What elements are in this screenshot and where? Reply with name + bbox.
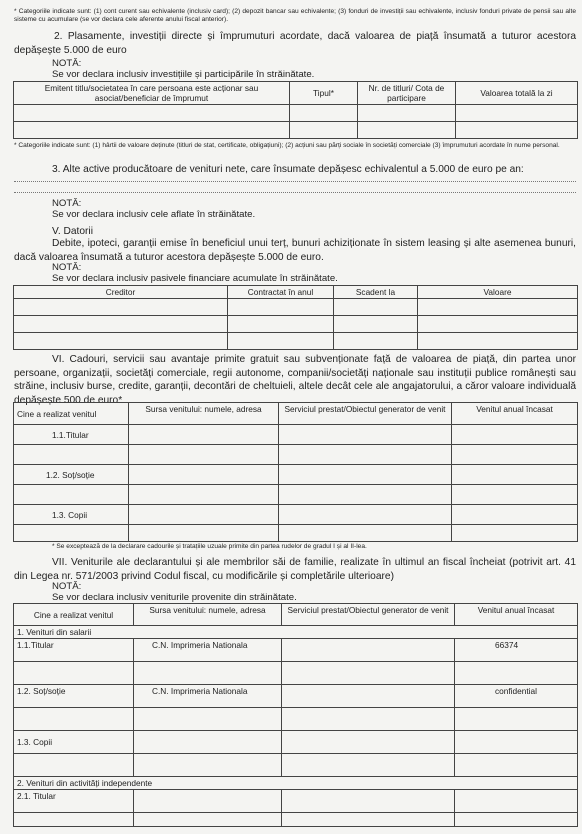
row-label: 1.2. Soț/soție (14, 465, 129, 485)
dotted-line (14, 181, 576, 182)
section-6-text: VI. Cadouri, servicii sau avantaje primite gratuit sau subvenționate față de valoarea de piață, din partea unor persoane, organizații, societăți comerciale, regii autonome, companii/societăți naționale sau instituții publice românești sau străine, inclusiv burse, credite, garanții, decontări de cheltuieli, altele decât cele ale angajatorului, a căror valoare individuală depășește 500 de euro* (14, 354, 576, 406)
table-row (14, 754, 578, 777)
table-row (14, 485, 578, 505)
debts-table (13, 285, 578, 350)
gifts-table (13, 402, 578, 542)
note-label: NOTĂ: (52, 198, 82, 209)
header-amount: Valoare (418, 286, 578, 299)
table-row (14, 708, 578, 731)
row-label: 1.3. Copii (14, 505, 129, 525)
header-service: Serviciul prestat/Obiectul generator de venit (282, 604, 455, 626)
header-income: Venitul anual încasat (455, 604, 578, 626)
table-row (14, 731, 578, 754)
investments-table (13, 81, 578, 139)
header-count: Nr. de titluri/ Cota de participare (358, 82, 456, 105)
subsection-independent: 2. Venituri din activități independente (14, 777, 578, 790)
row-source: C.N. Imprimeria Nationala (134, 639, 282, 662)
row-income: 66374 (455, 639, 578, 662)
table-row (14, 105, 578, 122)
note-text: Se vor declara inclusiv veniturile provenite din străinătate. (52, 592, 297, 603)
row-service (282, 639, 455, 662)
row-label: 2.1. Titular (14, 790, 134, 813)
row-label: 1.1.Titular (14, 425, 129, 445)
section-7-text: VII. Veniturile ale declarantului și ale membrilor săi de familie, realizate în ultimul an fiscal încheiat (potrivit art. 41 din Legea nr. 571/2003 privind Codul fiscal, cu modificările și completările ulterioare) (14, 557, 576, 582)
note-label: NOTĂ: (52, 581, 82, 592)
note-label: NOTĂ: (52, 262, 82, 273)
header-source: Sursa venitului: numele, adresa (129, 403, 279, 425)
gifts-footnote: * Se exceptează de la declarare cadourile și tratațiile uzuale primite din partea rudelor de gradul I și al II-lea. (52, 543, 367, 550)
categories-note: * Categoriile indicate sunt: (1) cont curent sau echivalente (inclusiv card); (2) depozit bancar sau echivalente; (3) fonduri de investiții sau echivalente, inclusiv fonduri private de pensii sau alte sisteme cu acumulare (se vor declara cele aferente anului fiscal anterior). (14, 8, 576, 23)
debts-description: Debite, ipoteci, garanții emise în beneficiul unui terț, bunuri achiziționate în sistem leasing și alte asemenea bunuri, dacă valoarea însumată a tuturor acestora depășește 5.000 de euro. (14, 238, 576, 263)
section-5-title: V. Datorii (52, 226, 93, 237)
header-type: Tipul* (290, 82, 358, 105)
investments-note: * Categoriile indicate sunt: (1) hârtii de valoare deținute (titluri de stat, certificate, obligațiuni); (2) acțiuni sau părți sociale în societăți comerciale (3) împrumuturi acordate în nume personal. (14, 142, 560, 149)
dotted-line (14, 192, 576, 193)
table-row (14, 299, 578, 316)
table-row (14, 505, 578, 525)
row-source: C.N. Imprimeria Nationala (134, 685, 282, 708)
table-row (14, 790, 578, 813)
header-contracted: Contractat în anul (228, 286, 334, 299)
header-who: Cine a realizat venitul (14, 604, 134, 626)
header-emitent: Emitent titlu/societatea în care persoana este acționar sau asociat/beneficiar de împrumut (14, 82, 290, 105)
table-row (14, 122, 578, 139)
header-source: Sursa venitului: numele, adresa (134, 604, 282, 626)
header-income: Venitul anual încasat (452, 403, 578, 425)
row-income (455, 731, 578, 754)
header-value: Valoarea totală la zi (456, 82, 578, 105)
row-service (282, 731, 455, 754)
table-row (14, 639, 578, 662)
table-row (14, 662, 578, 685)
header-creditor: Creditor (14, 286, 228, 299)
income-table (13, 603, 578, 827)
note-text: Se vor declara inclusiv investițiile și participările în străinătate. (52, 69, 315, 80)
row-label: 1.3. Copii (14, 731, 134, 754)
header-service: Serviciul prestat/Obiectul generator de venit (279, 403, 452, 425)
row-source (134, 731, 282, 754)
header-due: Scadent la (334, 286, 418, 299)
row-income: confidential (455, 685, 578, 708)
item-3-heading: 3. Alte active producătoare de venituri nete, care însumate depășesc echivalentul a 5.000 de euro pe an: (52, 164, 524, 175)
row-label: 1.1.Titular (14, 639, 134, 662)
note-text: Se vor declara inclusiv cele aflate în străinătate. (52, 209, 256, 220)
table-row (14, 525, 578, 542)
note-text: Se vor declara inclusiv pasivele financiare acumulate în străinătate. (52, 273, 338, 284)
row-service (282, 685, 455, 708)
note-label: NOTĂ: (52, 58, 82, 69)
header-who: Cine a realizat venitul (14, 403, 129, 425)
item-2-heading: 2. Plasamente, investiții directe și împrumuturi acordate, dacă valoarea de piață însumată a tuturor acestora depășește 5.000 de euro (14, 31, 576, 56)
row-label: 1.2. Soț/soție (14, 685, 134, 708)
table-row (14, 685, 578, 708)
table-row (14, 425, 578, 445)
table-row (14, 465, 578, 485)
table-row (14, 813, 578, 827)
subsection-salaries: 1. Venituri din salarii (14, 626, 578, 639)
table-row (14, 445, 578, 465)
table-row (14, 333, 578, 350)
table-row (14, 316, 578, 333)
